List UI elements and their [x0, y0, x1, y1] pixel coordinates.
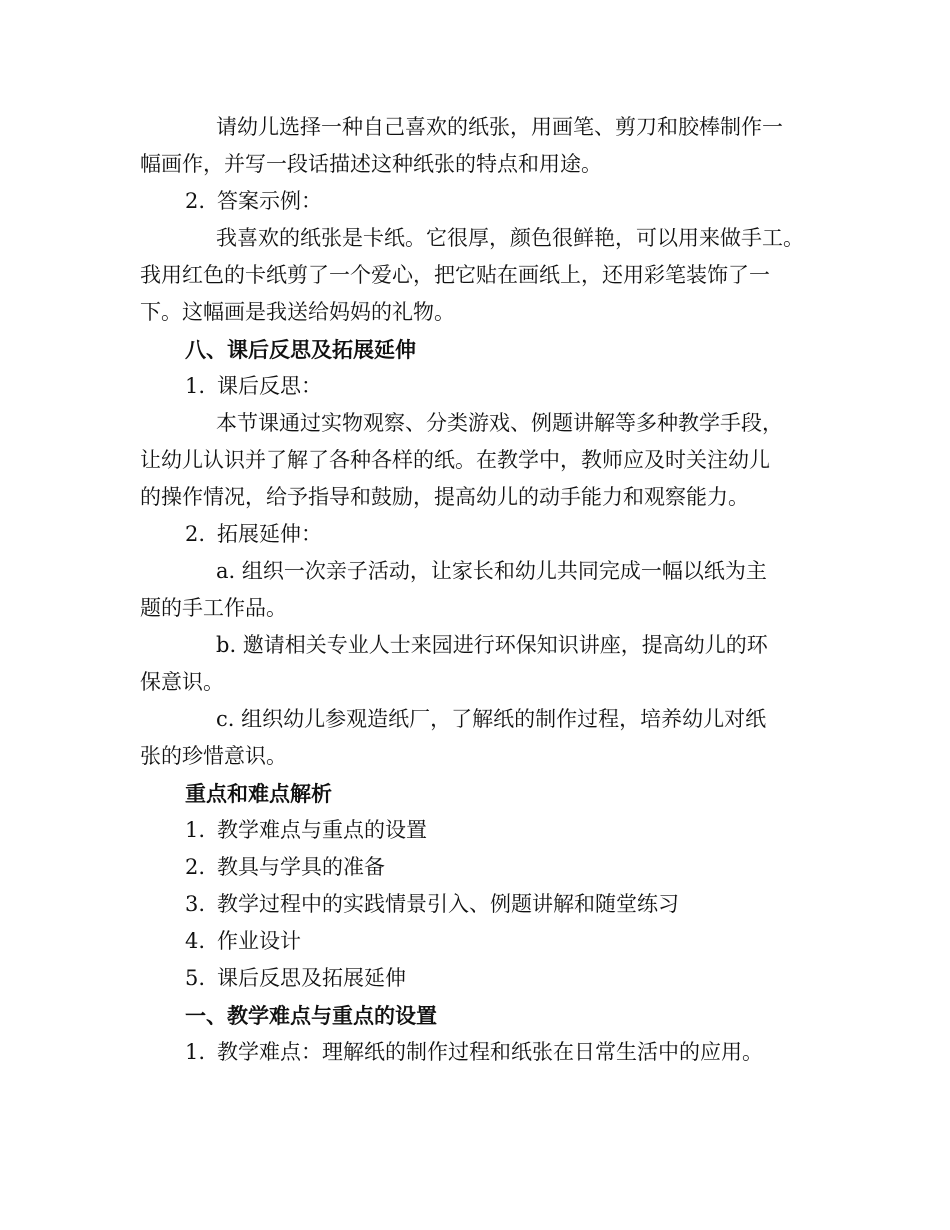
- list-item-text: 课后反思及拓展延伸: [217, 966, 406, 990]
- list-item: [140, 368, 810, 405]
- list-number: 5.: [185, 966, 206, 990]
- paragraph-line: 我喜欢的纸张是卡纸。它很厚，颜色很鲜艳，可以用来做手工。: [216, 226, 804, 250]
- section-heading: 一、教学难点与重点的设置: [185, 1003, 437, 1028]
- list-number: 1.: [185, 1040, 206, 1064]
- list-number: 1.: [185, 374, 206, 398]
- list-number: 2.: [185, 855, 206, 879]
- list-item: [140, 849, 810, 886]
- list-number: 2.: [185, 522, 206, 546]
- list-number: 4.: [185, 929, 206, 953]
- paragraph-line: 题的手工作品。: [140, 596, 287, 620]
- paragraph-line: c. 组织幼儿参观造纸厂，了解纸的制作过程，培养幼儿对纸: [216, 707, 767, 731]
- list-item-text: 教学难点与重点的设置: [217, 818, 427, 842]
- document-body: [140, 109, 810, 1071]
- section-heading: 重点和难点解析: [185, 781, 332, 806]
- list-item-text: 教学难点：理解纸的制作过程和纸张在日常生活中的应用。: [217, 1040, 763, 1064]
- paragraph-line: 下。这幅画是我送给妈妈的礼物。: [140, 300, 455, 324]
- list-item: [140, 960, 810, 997]
- list-item-text: 作业设计: [217, 929, 301, 953]
- paragraph-line: b. 邀请相关专业人士来园进行环保知识讲座，提高幼儿的环: [216, 633, 768, 657]
- list-item: [140, 183, 810, 220]
- paragraph-line: 张的珍惜意识。: [140, 744, 287, 768]
- paragraph-line: 幅画作，并写一段话描述这种纸张的特点和用途。: [140, 152, 602, 176]
- paragraph-line: 我用红色的卡纸剪了一个爱心，把它贴在画纸上，还用彩笔装饰了一: [140, 263, 770, 287]
- list-item: [140, 516, 810, 553]
- list-number: 3.: [185, 892, 206, 916]
- paragraph-line: 让幼儿认识并了解了各种各样的纸。在教学中，教师应及时关注幼儿: [140, 448, 770, 472]
- list-item: [140, 812, 810, 849]
- list-number: 1.: [185, 818, 206, 842]
- list-item-text: 答案示例：: [217, 189, 322, 213]
- paragraph-line: 保意识。: [140, 670, 224, 694]
- list-item-text: 教学过程中的实践情景引入、例题讲解和随堂练习: [217, 892, 679, 916]
- list-item: [140, 923, 810, 960]
- list-number: 2.: [185, 189, 206, 213]
- paragraph-line: 请幼儿选择一种自己喜欢的纸张，用画笔、剪刀和胶棒制作一: [216, 115, 783, 139]
- paragraph-line: 本节课通过实物观察、分类游戏、例题讲解等多种教学手段，: [216, 411, 783, 435]
- list-item: [140, 886, 810, 923]
- paragraph-line: a. 组织一次亲子活动，让家长和幼儿共同完成一幅以纸为主: [216, 559, 767, 583]
- list-item-text: 拓展延伸：: [217, 522, 322, 546]
- list-item-text: 教具与学具的准备: [217, 855, 385, 879]
- list-item-text: 课后反思：: [217, 374, 322, 398]
- paragraph-line: 的操作情况，给予指导和鼓励，提高幼儿的动手能力和观察能力。: [140, 485, 749, 509]
- list-item: [140, 1034, 810, 1071]
- section-heading: 八、课后反思及拓展延伸: [185, 337, 416, 362]
